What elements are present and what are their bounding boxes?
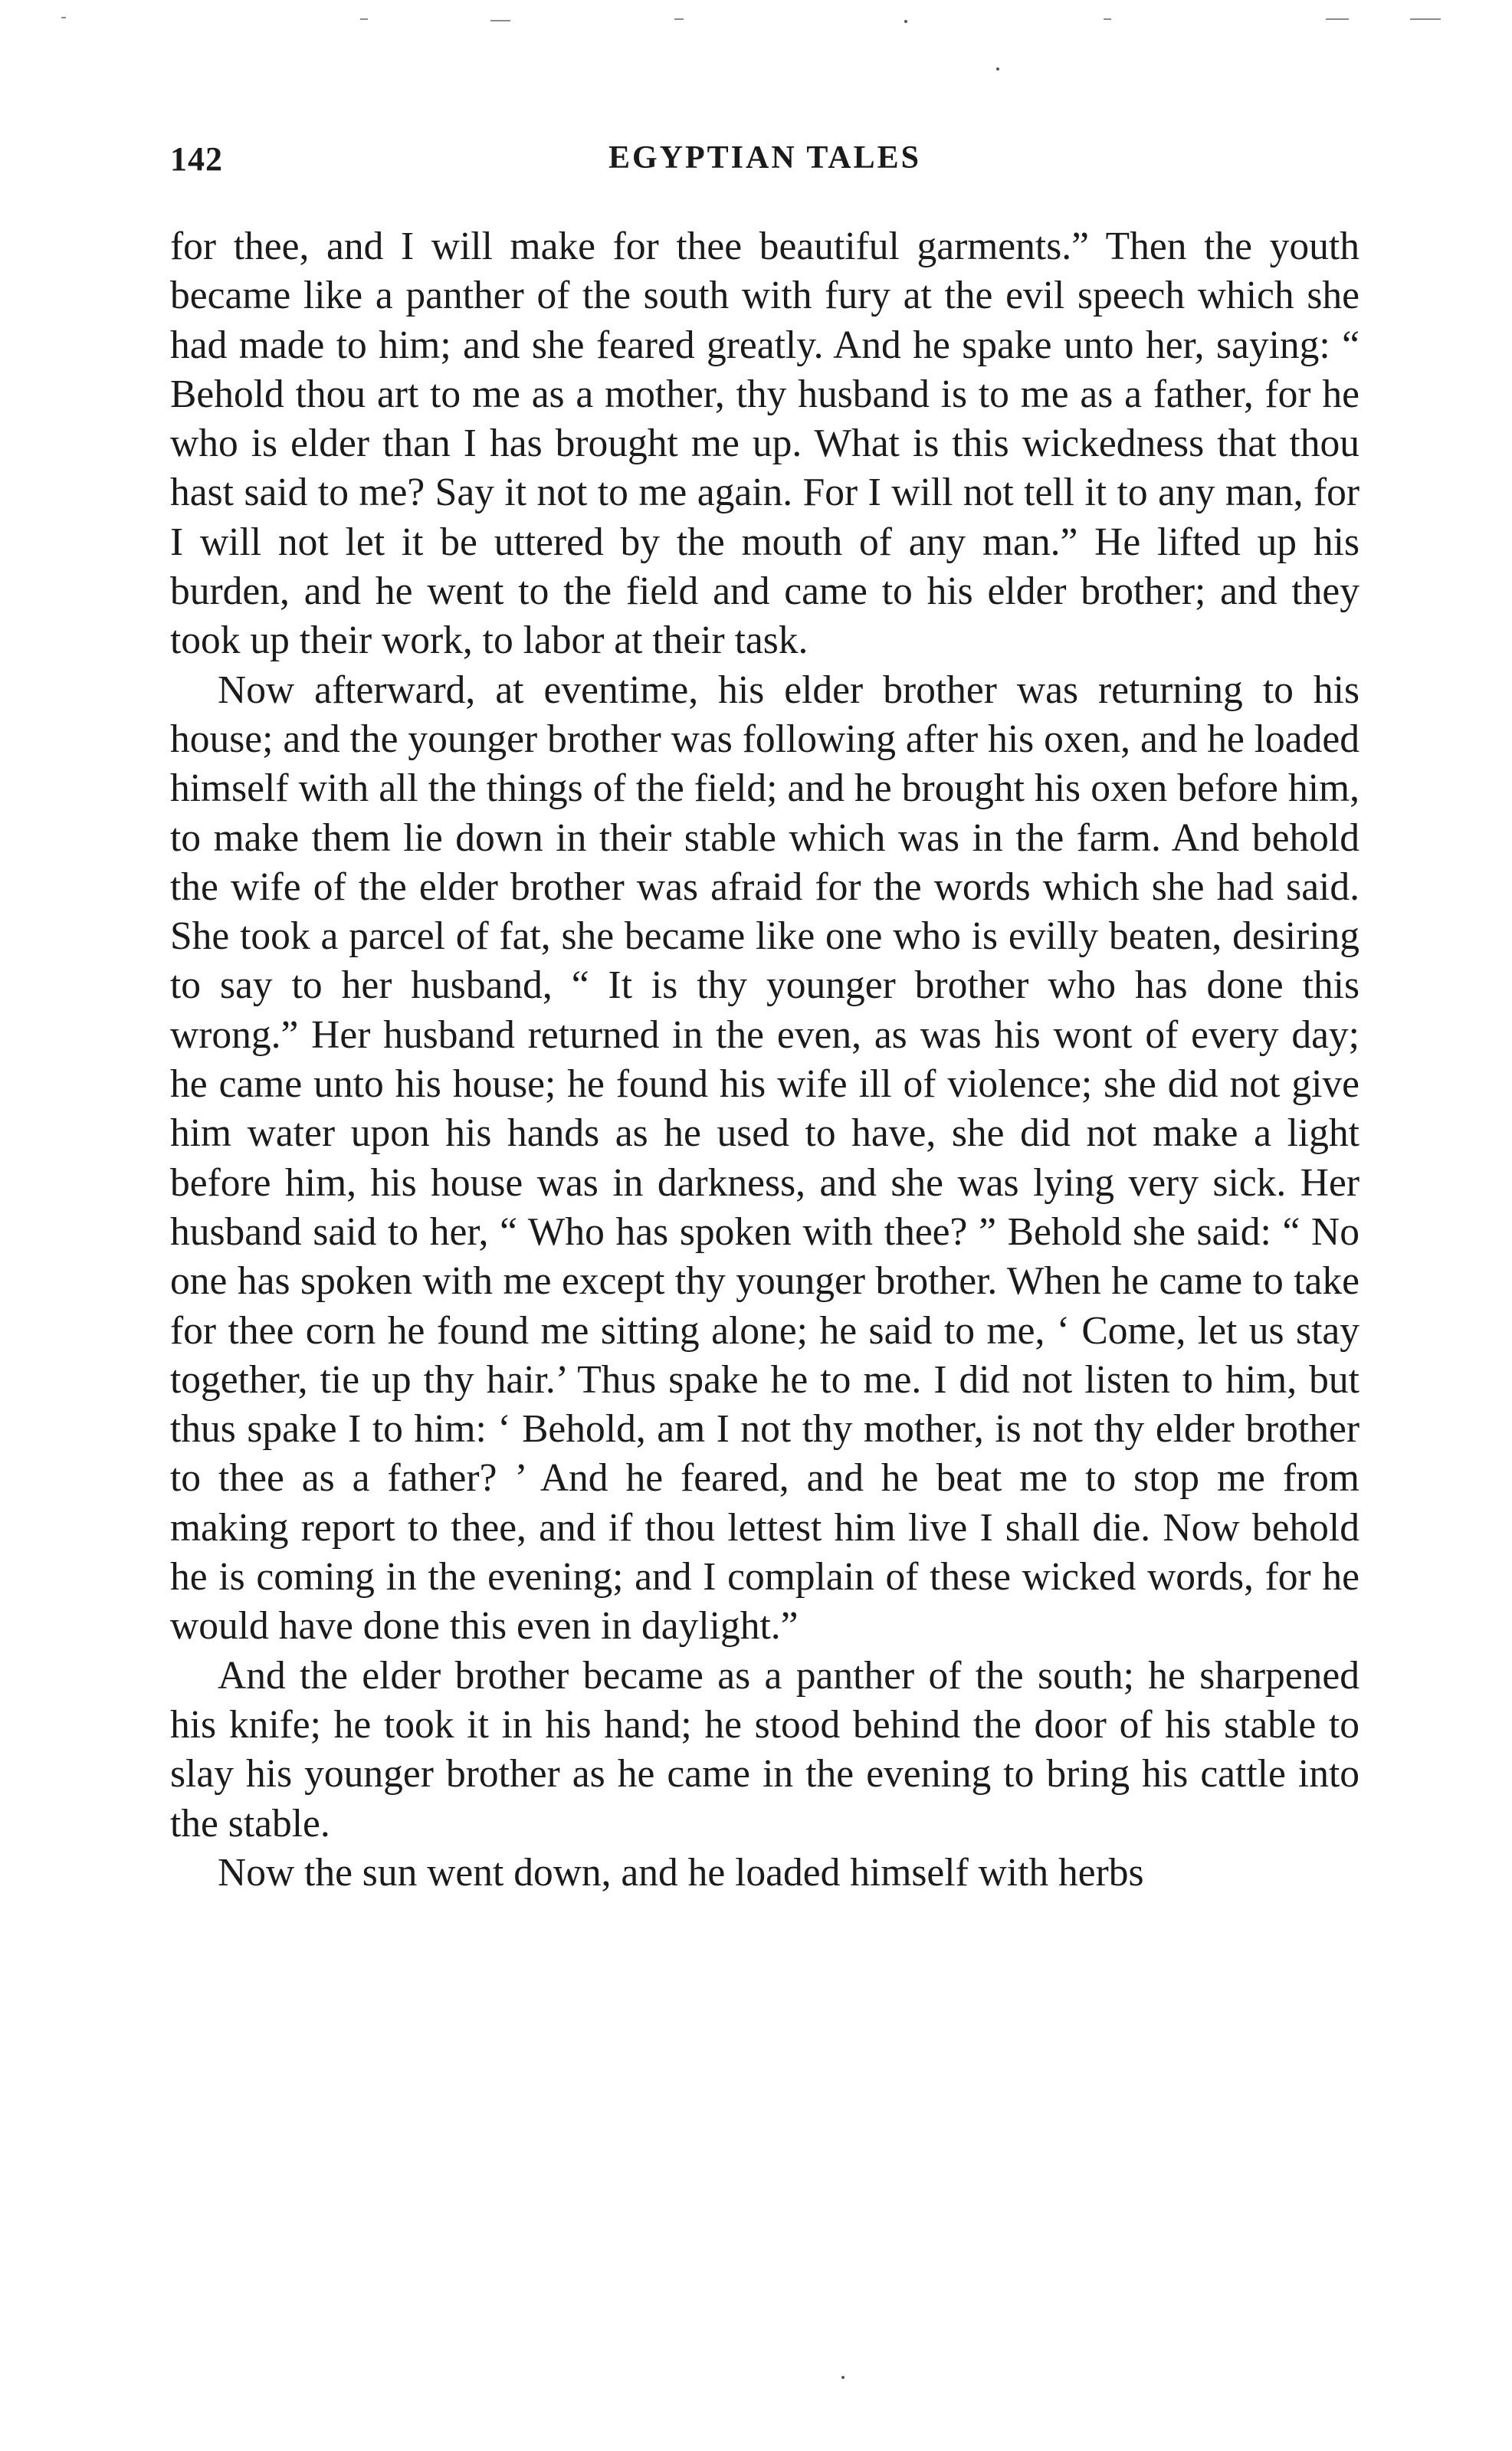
scan-speck xyxy=(674,18,684,20)
scan-speck xyxy=(996,67,999,71)
paragraph: Now the sun went down, and he loaded himself with herbs xyxy=(218,1850,1144,1895)
scan-speck xyxy=(841,2376,845,2379)
scan-speck xyxy=(490,20,510,21)
running-title: EGYPTIAN TALES xyxy=(608,140,922,176)
paragraph: for thee, and I will make for thee beautiful garments.” Then the youth became like a panther of the south with fury at the evil speech which she had made to him; and she feared greatly. And he spake unto her, saying: “ Behold thou art to me as a mother, thy husband is to me as a father, for he who is elder than I has brought me up. What is this wickedness that thou hast said to me? Say it not to me again. For I will not tell it to any man, for I will not let it be uttered by the mouth of any man.” He lifted up his burden, and he went to the field and came to his elder brother; and they took up their work, to labor at their task. xyxy=(170,225,1359,663)
scan-speck xyxy=(904,20,907,23)
scan-speck xyxy=(1104,18,1111,20)
scan-speck xyxy=(360,18,368,20)
page-number: 142 xyxy=(170,140,223,178)
paragraph: Now afterward, at eventime, his elder brother was returning to his house; and the younger brother was following after his oxen, and he loaded himself with all the things of the field; and he brought his oxen before him, to make them lie down in their stable which was in the farm. And behold the wife of the elder brother was afraid for the words which she had said. She took a parcel of fat, she became like one who is evilly beaten, desiring to say to her husband, “ It is thy younger brother who has done this wrong.” Her husband returned in the even, as was his wont of every day; he came unto his house; he found his wife ill of violence; she did not give him water upon his hands as he used to have, she did not make a light before him, his house was in darkness, and she was lying very sick. Her husband said to her, “ Who has spoken with thee? ” Behold she said: “ No one has spoken with me except thy younger brother. When he came to take for thee corn he found me sitting alone; he said to me, ‘ Come, let us stay together, tie up thy hair.’ Thus spake he to me. I did not listen to him, but thus spake I to him: ‘ Behold, am I not thy mother, is not thy elder brother to thee as a father? ’ And he feared, and he beat me to stop me from making report to thee, and if thou lettest him live I shall die. Now behold he is coming in the evening; and I complain of these wicked words, for he would have done this even in daylight.” xyxy=(170,668,1359,1649)
scan-speck xyxy=(1410,18,1441,20)
scan-speck xyxy=(61,17,66,18)
page-header xyxy=(170,139,1359,179)
scan-speck xyxy=(1326,18,1349,20)
body-text xyxy=(170,222,1359,1898)
paragraph: And the elder brother became as a panther of the south; he sharpened his knife; he took it in his hand; he stood behind the door of his stable to slay his younger brother as he came in the evening to bring his cattle into the stable. xyxy=(170,1653,1359,1846)
